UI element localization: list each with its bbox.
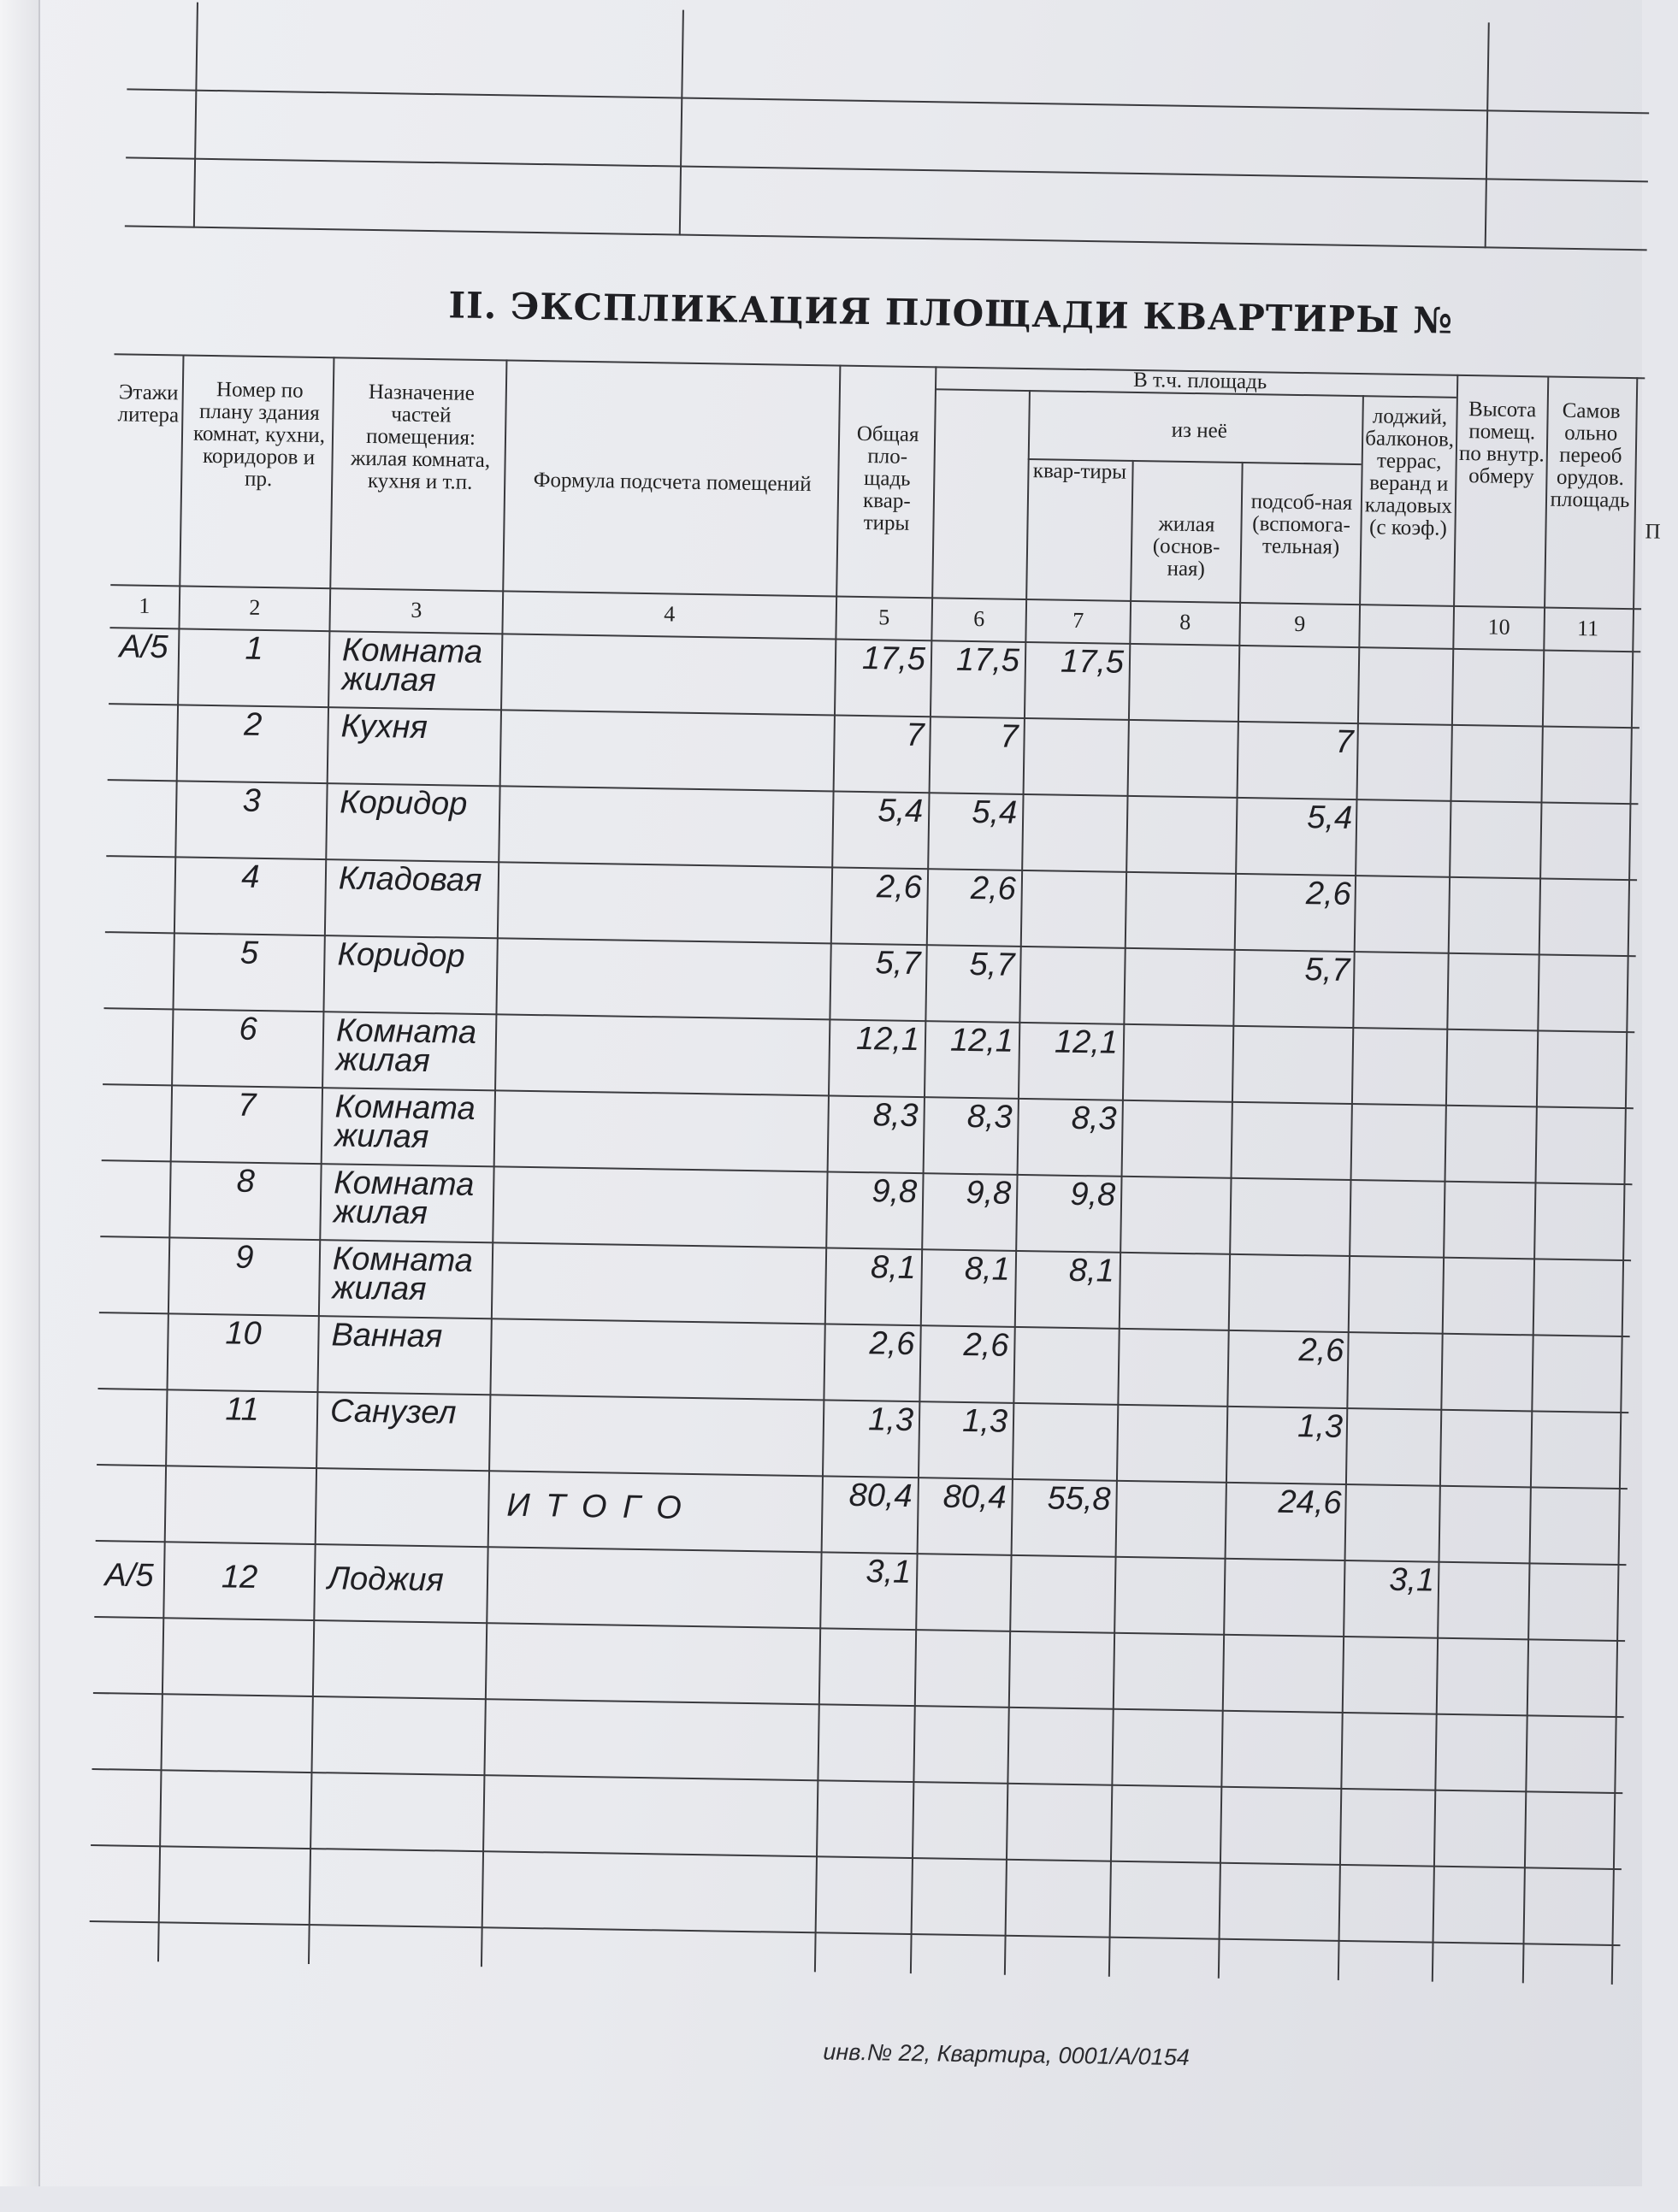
column-number: 11 [1576,616,1599,641]
top-table-divider [193,3,198,228]
header-area-group: В т.ч. площадь [1132,368,1267,394]
column-number: 1 [139,593,151,618]
row-loggia-area [1354,1032,1443,1034]
row-loggia-area [1350,1260,1439,1262]
column-number: 7 [1072,607,1084,634]
row-room-name: Комната жилая [335,1012,477,1080]
row-number: 11 [225,1391,260,1429]
loggia-number: 12 [221,1559,258,1596]
row-floor [103,1088,171,1089]
header-formula: Формула подсчета помещений [533,468,812,497]
total-living-area: 55,8 [1047,1480,1111,1518]
top-table-line [125,225,1647,251]
total-flat-area: 80,4 [942,1478,1007,1516]
row-aux-area: 2,6 [1298,1332,1344,1369]
row-aux-area [1240,650,1355,652]
row-line [92,1768,1622,1794]
top-table-divider [1485,22,1490,248]
row-living-area [1014,1407,1112,1409]
explication-sheet [17,0,1661,2211]
top-table-divider [679,10,684,236]
header-self-altered: Самов ольно переоб орудов. площадь [1550,398,1630,513]
row-total-area: 8,1 [870,1249,917,1287]
row-living-area [1023,875,1120,876]
row-line [91,1844,1622,1870]
row-aux-area [1231,1259,1345,1260]
row-flat-area: 8,3 [966,1098,1013,1135]
row-floor [108,784,176,785]
row-flat-area: 12,1 [949,1022,1014,1059]
row-flat-area: 7 [1000,718,1019,755]
row-living-area: 17,5 [1060,643,1125,681]
row-number: 3 [242,782,262,819]
row-total-area: 2,6 [869,1325,915,1363]
row-number: 7 [237,1087,257,1124]
row-flat-area: 5,4 [972,794,1018,831]
row-flat-area: 5,7 [969,947,1015,983]
row-number: 2 [243,706,263,743]
column-number: 8 [1179,609,1191,635]
row-room-name: Комната жилая [332,1241,474,1308]
row-living-area [1025,723,1123,724]
header-purpose: Назначение частей помещения: жилая комната, кухня и т.п. [350,380,491,494]
row-living-area: 9,8 [1070,1176,1116,1213]
page-title: II. ЭКСПЛИКАЦИЯ ПЛОЩАДИ КВАРТИРЫ № [448,284,1454,342]
loggia-loggia-area: 3,1 [1389,1561,1435,1599]
row-loggia-area [1348,1413,1437,1414]
row-floor [100,1241,168,1242]
row-floor [105,936,174,937]
row-living-area [1016,1331,1114,1333]
column-number: 4 [664,601,676,627]
row-total-area: 12,1 [855,1020,920,1059]
row-total-area: 7 [906,717,925,754]
row-loggia-area [1356,956,1445,958]
header-floor: Этажи литера [117,380,180,428]
row-aux-area [1234,1030,1349,1032]
row-line [93,1692,1624,1718]
row-number: 9 [235,1239,254,1276]
total-label: И Т О Г О [506,1487,686,1526]
row-floor [106,860,174,861]
row-number: 10 [225,1315,262,1353]
row-total-area: 2,6 [876,869,923,906]
row-flat-area: 9,8 [966,1174,1012,1212]
inventory-footer: инв.№ 22, Квартира, 0001/А/0154 [823,2038,1190,2071]
column-number: 5 [878,605,890,630]
row-total-area: 17,5 [861,640,926,678]
row-number: 6 [239,1011,258,1047]
row-total-area: 1,3 [867,1401,914,1439]
header-aux-area: подсоб-ная (вспомога-тельная) [1250,490,1353,559]
row-loggia-area [1350,1336,1439,1338]
row-aux-area [1233,1106,1348,1108]
row-room-name: Кухня [340,708,428,746]
column-number: 9 [1293,611,1306,637]
row-loggia-area [1359,728,1448,729]
row-room-name: Санузел [329,1393,457,1431]
row-number: 8 [236,1163,256,1200]
row-room-name: Комната жилая [334,1088,476,1156]
column-divider [1108,460,1134,1977]
row-flat-area: 8,1 [964,1250,1011,1288]
top-table-line [126,156,1648,182]
row-aux-area: 7 [1335,723,1354,761]
row-aux-area: 1,3 [1297,1408,1344,1445]
row-total-area: 5,4 [877,793,924,830]
row-line [94,1616,1625,1642]
header-partial: П [1645,520,1661,544]
top-table-line [127,88,1649,114]
header-flat-area: квар-тиры [1032,459,1127,484]
row-loggia-area [1351,1184,1440,1186]
column-number: 3 [411,597,422,622]
row-total-area: 8,3 [872,1097,919,1135]
row-living-area [1024,799,1121,800]
row-living-area: 8,3 [1071,1100,1117,1137]
row-line [90,1920,1621,1946]
row-aux-area: 5,4 [1307,799,1353,837]
header-of-it: из неё [1171,418,1227,443]
row-flat-area: 1,3 [961,1402,1008,1440]
row-floor [99,1317,168,1318]
row-number: 4 [241,858,260,895]
row-flat-area: 2,6 [970,870,1017,907]
row-aux-area: 2,6 [1305,876,1352,912]
row-room-name: Коридор [339,784,468,823]
row-loggia-area [1360,652,1449,653]
row-floor [109,708,177,709]
loggia-total-area: 3,1 [866,1554,912,1591]
row-living-area: 8,1 [1068,1252,1115,1289]
header-loggia-area: лоджий, балконов, террас, веранд и кладовых (с коэф.) [1364,404,1455,540]
header-plan-number: Номер по плану здания комнат, кухни, коридоров и пр. [192,378,326,492]
row-living-area [1022,951,1120,953]
row-loggia-area [1356,880,1445,882]
row-room-name: Комната жилая [333,1165,475,1232]
column-number: 2 [249,594,261,620]
row-floor [97,1393,166,1394]
row-flat-area: 2,6 [963,1326,1009,1364]
header-living-area: жилая (основ-ная) [1152,512,1220,581]
row-living-area: 12,1 [1054,1023,1119,1061]
loggia-floor: А/5 [104,1557,154,1595]
total-total-area: 80,4 [848,1477,913,1515]
loggia-room-name: Лоджия [327,1560,445,1599]
row-room-name: Ванная [331,1317,443,1355]
row-total-area: 5,7 [875,945,921,982]
column-divider [1218,462,1244,1979]
row-loggia-area [1357,804,1446,805]
row-aux-area [1232,1183,1346,1184]
row-total-area: 9,8 [871,1173,918,1211]
row-room-name: Кладовая [338,860,482,900]
row-floor [103,1012,172,1013]
row-loggia-area [1353,1108,1442,1110]
row-room-name: Комната жилая [341,632,483,699]
row-aux-area: 5,7 [1304,952,1350,988]
row-number: 5 [239,935,259,971]
row-number: 1 [245,630,264,667]
header-height: Высота помещ. по внутр. обмеру [1458,398,1545,489]
row-room-name: Коридор [337,936,465,975]
column-number: 10 [1487,614,1510,640]
total-aux-area: 24,6 [1278,1484,1342,1521]
column-number: 6 [973,606,985,632]
row-floor: А/5 [119,628,168,666]
row-flat-area: 17,5 [955,641,1020,679]
header-total-area: Общая пло-щадь квар-тиры [856,422,919,535]
